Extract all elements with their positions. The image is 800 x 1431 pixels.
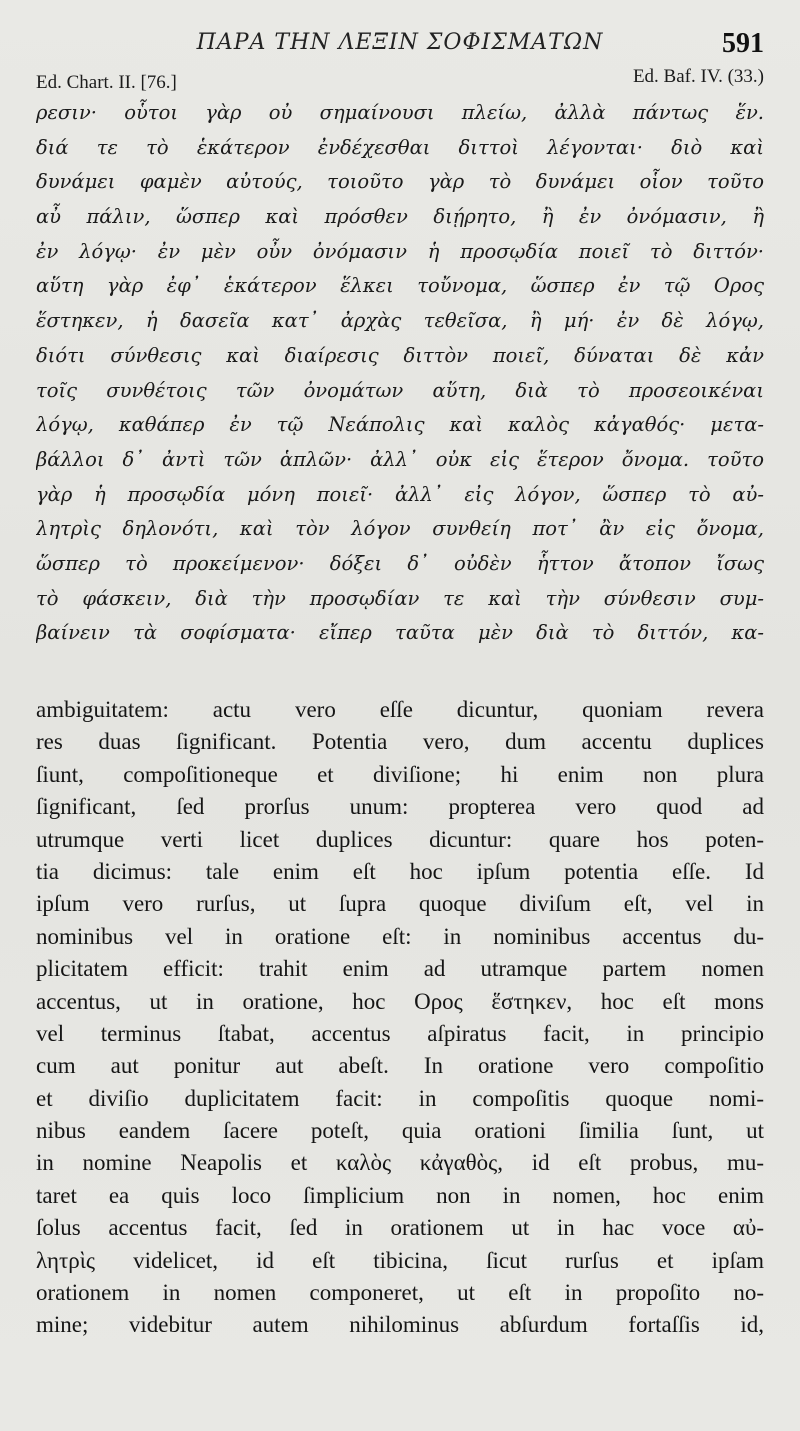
latin-line: et diviſio duplicitatem facit: in compoſitis quoque nomi- [36, 1085, 764, 1111]
greek-line: ἕστηκεν, ἡ δασεῖα κατ᾽ ἀρχὰς τεθεῖσα, ἢ μή· ἐν δὲ λόγῳ, [36, 309, 764, 333]
latin-line: orationem in nomen componeret, ut eſt in propoſito no- [36, 1280, 764, 1306]
latin-line: λητρὶς videlicet, id eſt tibicina, ſicut rurſus et ipſam [36, 1247, 764, 1273]
latin-line: res duas ſignificant. Potentia vero, dum accentu duplices [36, 729, 764, 755]
page-number: 591 [722, 28, 764, 59]
greek-line: ἐν λόγῳ· ἐν μὲν οὖν ὀνόμασιν ἡ προσῳδία ποιεῖ τὸ διττόν· [36, 239, 764, 263]
greek-line: βαίνειν τὰ σοφίσματα· εἴπερ ταῦτα μὲν διὰ τὸ διττόν, κα- [36, 621, 764, 645]
latin-line: ſignificant, ſed prorſus unum: propterea vero quod ad [36, 794, 764, 820]
latin-line: plicitatem efficit: trahit enim ad utramque partem nomen [36, 956, 764, 982]
greek-line: αὕτη γὰρ ἐφ᾽ ἑκάτερον ἕλκει τοὔνομα, ὥσπερ ἐν τῷ Ορος [36, 274, 764, 298]
latin-line: mine; videbitur autem nihilominus abſurdum fortaſſis id, [36, 1312, 764, 1338]
edition-reference-right: Ed. Baf. IV. (33.) [632, 66, 764, 87]
running-title: ΠΑΡΑ ΤΗΝ ΛΕΞΙΝ ΣΟΦΙΣΜΑΤΩΝ [196, 30, 604, 55]
greek-line: λόγῳ, καθάπερ ἐν τῷ Νεάπολις καὶ καλὸς κἀγαθός· μετα- [36, 413, 764, 437]
latin-translation-block [36, 694, 764, 1342]
latin-line: nominibus vel in oratione eſt: in nominibus accentus du- [36, 923, 764, 949]
greek-line: διότι σύνθεσις καὶ διαίρεσις διττὸν ποιεῖ, δύναται δὲ κἀν [36, 343, 764, 367]
greek-line: τοῖς συνθέτοις τῶν ὀνομάτων αὕτη, διὰ τὸ προσεοικέναι [36, 378, 764, 402]
latin-line: in nomine Neapolis et καλὸς κἀγαθὸς, id eſt probus, mu- [36, 1150, 764, 1176]
greek-line: τὸ φάσκειν, διὰ τὴν προσῳδίαν τε καὶ τὴν σύνθεσιν συμ- [36, 586, 764, 610]
greek-line: αὖ πάλιν, ὥσπερ καὶ πρόσθεν διῄρητο, ἢ ἐν ὀνόμασιν, ἢ [36, 205, 764, 229]
greek-line: ὥσπερ τὸ προκείμενον· δόξει δ᾽ οὐδὲν ἧττον ἄτοπον ἴσως [36, 551, 764, 575]
latin-line: ſiunt, compoſitioneque et diviſione; hi enim non plura [36, 761, 764, 787]
edition-reference-left: Ed. Chart. II. [76.] [36, 72, 177, 93]
latin-line: nibus eandem ſacere poteſt, quia orationi ſimilia ſunt, ut [36, 1118, 764, 1144]
latin-line: cum aut ponitur aut abeſt. In oratione vero compoſitio [36, 1053, 764, 1079]
greek-line: λητρὶς δηλονότι, καὶ τὸν λόγον συνθείη ποτ᾽ ἂν εἰς ὄνομα, [36, 517, 764, 541]
latin-line: ipſum vero rurſus, ut ſupra quoque diviſum eſt, vel in [36, 891, 764, 917]
latin-line: ambiguitatem: actu vero eſſe dicuntur, quoniam revera [36, 697, 764, 722]
greek-line: δυνάμει φαμὲν αὐτούς, τοιοῦτο γὰρ τὸ δυνάμει οἷον τοῦτο [36, 170, 764, 194]
latin-line: utrumque verti licet duplices dicuntur: quare hos poten- [36, 826, 764, 852]
greek-line: ρεσιν· οὗτοι γὰρ οὐ σημαίνουσι πλείω, ἀλλὰ πάντως ἕν. [36, 101, 764, 124]
greek-line: γὰρ ἡ προσῳδία μόνη ποιεῖ· ἀλλ᾽ εἰς λόγον, ὥσπερ τὸ αὐ- [36, 482, 764, 506]
latin-line: ſolus accentus facit, ſed in orationem ut in hac voce αὐ- [36, 1215, 764, 1241]
greek-line: διά τε τὸ ἑκάτερον ἐνδέχεσθαι διττοὶ λέγονται· διὸ καὶ [36, 135, 764, 159]
latin-line: tia dicimus: tale enim eſt hoc ipſum potentia eſſe. Id [36, 858, 764, 884]
greek-line: βάλλοι δ᾽ ἀντὶ τῶν ἁπλῶν· ἀλλ᾽ οὐκ εἰς ἕτερον ὄνομα. τοῦτο [36, 447, 764, 471]
latin-line: accentus, ut in oratione, hoc Ορος ἕστηκεν, hoc eſt mons [36, 988, 764, 1014]
latin-line: taret ea quis loco ſimplicium non in nomen, hoc enim [36, 1182, 764, 1208]
latin-line: vel terminus ſtabat, accentus aſpiratus facit, in principio [36, 1020, 764, 1046]
greek-text-block [36, 96, 764, 651]
